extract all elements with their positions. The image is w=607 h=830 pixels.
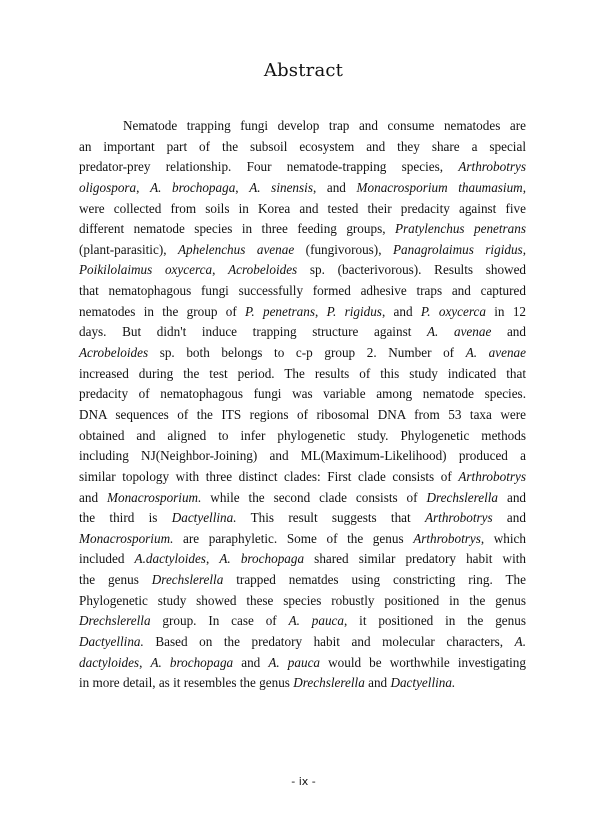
text-line	[79, 570, 526, 591]
text-run: that nematophagous fungi successfully formed adhesive traps and captured	[79, 283, 526, 299]
text-run: (fungivorous),	[294, 241, 393, 257]
text-line	[79, 488, 526, 509]
italic-species-name: A. brochopaga	[219, 551, 305, 567]
page-number: - ix -	[291, 775, 316, 788]
italic-species-name: A. brochopaga	[150, 179, 236, 195]
italic-species-name: Acrobeloides	[79, 345, 149, 361]
text-run: and	[491, 324, 526, 340]
italic-species-name: Arthrobotrys	[458, 468, 526, 484]
text-run: similar topology with three distinct clades: First clade consists of	[79, 468, 459, 484]
text-line	[79, 240, 526, 261]
text-run: days. But didn't induce trapping structure against	[79, 324, 427, 340]
text-run: sp. both belongs to c-p group 2. Number of	[148, 345, 466, 361]
text-line	[79, 384, 526, 405]
text-line	[79, 178, 526, 199]
text-line	[79, 260, 526, 281]
text-run: included	[79, 551, 135, 567]
text-run: ,	[522, 241, 526, 257]
italic-species-name: oligospora	[79, 179, 137, 195]
text-line	[79, 116, 526, 137]
text-run: group. In case of	[150, 613, 289, 629]
text-run: the genus	[79, 572, 152, 588]
text-line	[79, 611, 526, 632]
text-line	[79, 426, 526, 447]
italic-species-name: Arthrobotrys	[413, 530, 481, 546]
italic-species-name: Monacrosporium.	[79, 530, 174, 546]
text-run: , it positioned in the genus	[344, 613, 526, 629]
italic-species-name: Drechslerella	[293, 675, 365, 691]
text-line	[79, 467, 526, 488]
text-run: in more detail, as it resembles the genus	[79, 675, 294, 691]
text-run: different nematode species in three feeding groups,	[79, 221, 395, 237]
text-line	[79, 219, 526, 240]
text-run: ,	[205, 551, 220, 567]
italic-species-name: Monacrosporium thaumasium	[356, 179, 523, 195]
text-line	[79, 343, 526, 364]
italic-species-name: Aphelenchus avenae	[178, 241, 295, 257]
text-run: This result suggests that	[236, 510, 425, 526]
italic-species-name: Drechslerella	[151, 572, 224, 588]
text-line	[79, 364, 526, 385]
text-run: are paraphyletic. Some of the genus	[173, 530, 414, 546]
italic-species-name: Drechslerella	[79, 613, 151, 629]
text-run: trapped nematdes using constricting ring. The	[223, 572, 526, 588]
italic-species-name: Dactyellina.	[390, 675, 456, 691]
italic-species-name: Pratylenchus penetrans	[394, 221, 527, 237]
text-run: an important part of the subsoil ecosystem and they share a special	[79, 138, 526, 154]
text-line	[79, 405, 526, 426]
text-line	[79, 281, 526, 302]
text-run: shared similar predatory habit with	[304, 551, 527, 567]
text-run: ,	[139, 654, 151, 670]
italic-species-name: A. pauca	[288, 613, 344, 629]
italic-species-name: Poikilolaimus oxycerca	[79, 262, 213, 278]
text-run: ,	[315, 303, 327, 319]
italic-species-name: P. oxycerca	[420, 303, 486, 319]
italic-species-name: A.dactyloides	[134, 551, 206, 567]
italic-species-name: Dactyellina.	[79, 634, 144, 650]
text-line	[79, 446, 526, 467]
text-run: ,	[522, 179, 527, 195]
text-run: Based on the predatory habit and molecular characters,	[143, 634, 515, 650]
text-line	[79, 137, 526, 158]
text-run: , and	[381, 303, 421, 319]
text-run: and	[79, 489, 107, 505]
text-run: ,	[136, 179, 151, 195]
text-line	[79, 673, 526, 694]
italic-species-name: A. avenae	[427, 324, 492, 340]
text-line	[79, 199, 526, 220]
italic-species-name: Acrobeloides	[228, 262, 298, 278]
text-line	[79, 632, 526, 653]
italic-species-name: A. brochopaga	[150, 654, 234, 670]
italic-species-name: P. rigidus	[326, 303, 382, 319]
text-run: , which	[480, 530, 527, 546]
italic-species-name: P. penetrans	[245, 303, 315, 319]
italic-species-name: Panagrolaimus rigidus	[392, 241, 523, 257]
text-run: DNA sequences of the ITS regions of ribosomal DNA from 53 taxa were	[79, 406, 526, 422]
italic-species-name: A. avenae	[465, 345, 526, 361]
text-line	[79, 529, 526, 550]
text-run: in 12	[485, 303, 527, 319]
text-run: Nematode trapping fungi develop trap and consume nematodes are	[123, 118, 526, 133]
text-run: increased during the test period. The results of this study indicated that	[79, 365, 526, 381]
text-run: and	[364, 675, 391, 691]
italic-species-name: A. sinensis	[249, 179, 313, 195]
text-line	[79, 302, 526, 323]
text-run: were collected from soils in Korea and tested their predacity against five	[79, 200, 526, 216]
italic-species-name: Arthrobotrys	[424, 510, 493, 526]
italic-species-name: A. pauca	[268, 654, 321, 670]
italic-species-name: Dactyellina.	[171, 510, 237, 526]
text-run: obtained and aligned to infer phylogenetic study. Phylogenetic methods	[79, 427, 526, 443]
text-run: ,	[235, 179, 250, 195]
page-title: Abstract	[263, 60, 344, 81]
text-line	[79, 653, 526, 674]
italic-species-name: Drechslerella	[426, 489, 499, 505]
text-run: (plant-parasitic),	[79, 241, 178, 257]
text-run: predacity of nematophagous fungi was variable among nematode species.	[79, 386, 526, 402]
text-run: Phylogenetic study showed these species robustly positioned in the genus	[79, 592, 526, 608]
italic-species-name: Arthrobotrys	[458, 159, 526, 175]
abstract-body	[79, 116, 526, 694]
text-run: and	[233, 654, 269, 670]
text-line	[79, 591, 526, 612]
text-run: nematodes in the group of	[79, 303, 246, 319]
italic-species-name: A.	[514, 634, 526, 650]
text-run: and	[498, 489, 527, 505]
italic-species-name: dactyloides	[79, 654, 140, 670]
text-run: the third is	[79, 510, 172, 526]
text-run: sp. (bacterivorous). Results showed	[297, 262, 527, 278]
text-run: including NJ(Neighbor-Joining) and ML(Maximum-Likelihood) produced a	[79, 448, 526, 464]
text-line	[79, 157, 526, 178]
text-run: while the second clade consists of	[201, 489, 427, 505]
text-run: would be worthwhile investigating	[320, 654, 526, 670]
italic-species-name: Monacrosporium.	[106, 489, 202, 505]
text-line	[79, 508, 526, 529]
text-run: predator-prey relationship. Four nematode-trapping species,	[79, 159, 459, 175]
text-line	[79, 322, 526, 343]
text-line	[79, 549, 526, 570]
text-run: ,	[212, 262, 229, 278]
text-run: and	[492, 510, 526, 526]
text-run: , and	[312, 179, 357, 195]
